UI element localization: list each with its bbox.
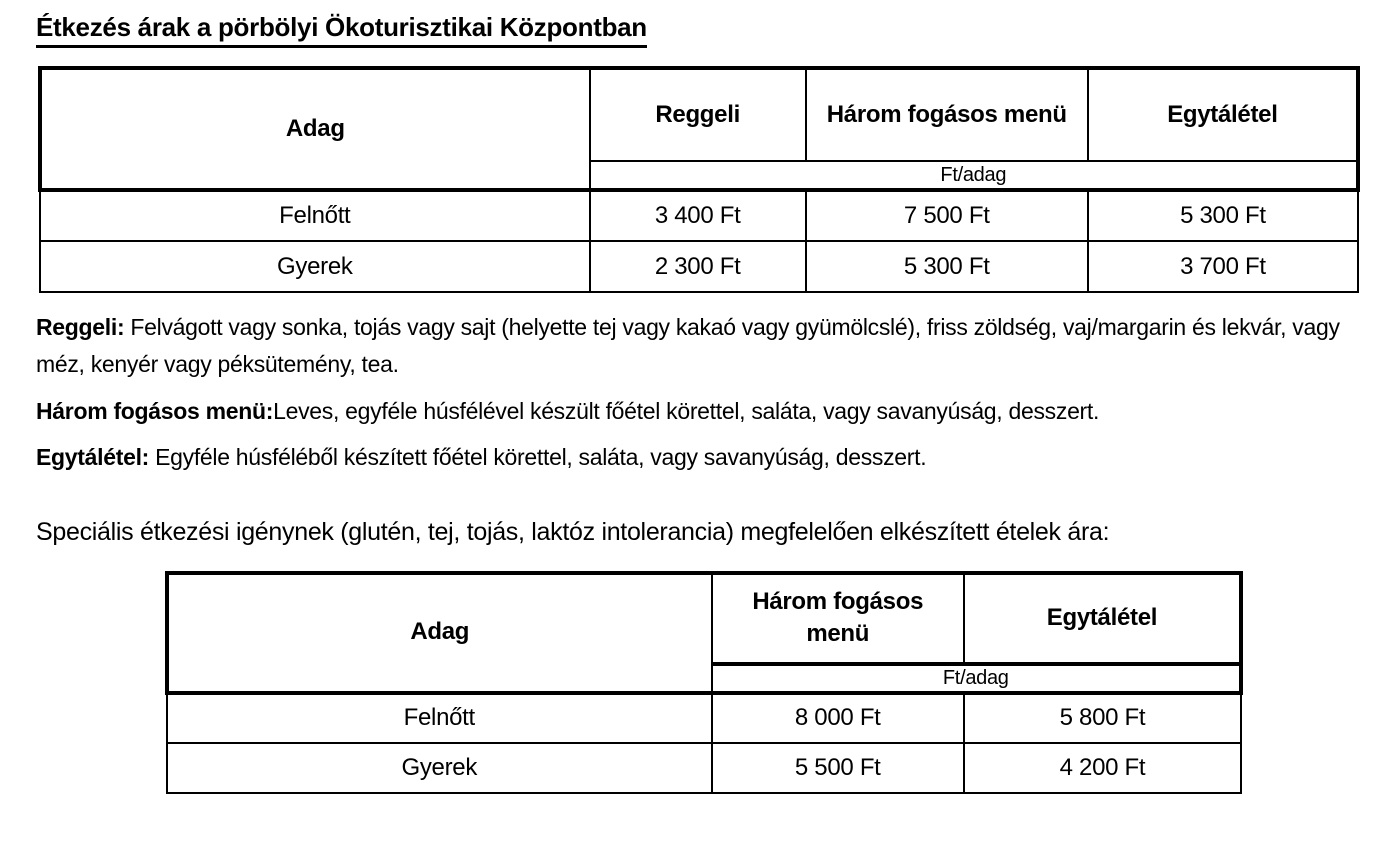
note-harom-fogasos-menu	[36, 393, 1366, 430]
meal-descriptions	[36, 309, 1366, 476]
note-label: Reggeli:	[36, 314, 125, 341]
row-label: Gyerek	[40, 241, 590, 292]
special-diet-note: Speciális étkezési igénynek (glutén, tej, tojás, laktóz intolerancia) megfelelően elkészített ételek ára:	[36, 518, 1110, 547]
column-header-egytaletel: Egytálétel	[1088, 68, 1358, 161]
price-cell: 5 500 Ft	[712, 743, 964, 793]
table-row-felnott	[167, 693, 1241, 743]
column-header-adag: Adag	[167, 573, 712, 693]
row-label: Felnőtt	[40, 190, 590, 241]
row-label: Gyerek	[167, 743, 712, 793]
column-header-adag: Adag	[40, 68, 590, 190]
note-text: Felvágott vagy sonka, tojás vagy sajt (helyette tej vagy kakaó vagy gyümölcslé), friss zöldség, vaj/margarin és lekvár, vagy méz, kenyér vagy péksütemény, tea.	[36, 314, 1340, 378]
page-title-text: Étkezés árak a pörbölyi Ökoturisztikai Központban	[36, 12, 647, 48]
price-cell: 2 300 Ft	[590, 241, 806, 292]
note-label: Három fogásos menü:	[36, 397, 274, 424]
price-cell: 5 800 Ft	[964, 693, 1241, 743]
page-title	[36, 12, 1363, 48]
price-cell: 7 500 Ft	[806, 190, 1088, 241]
price-cell: 8 000 Ft	[712, 693, 964, 743]
note-reggeli	[36, 309, 1366, 384]
column-header-reggeli: Reggeli	[590, 68, 806, 161]
table-header-row	[40, 68, 1358, 161]
row-label: Felnőtt	[167, 693, 712, 743]
price-table-special-diet	[165, 571, 1243, 794]
unit-label: Ft/adag	[712, 664, 1241, 693]
column-header-egytaletel: Egytálétel	[964, 573, 1241, 664]
table-row-gyerek	[167, 743, 1241, 793]
note-egytaletel	[36, 439, 1366, 476]
column-header-harom-fogasos-menu: Három fogásos menü	[806, 68, 1088, 161]
price-cell: 4 200 Ft	[964, 743, 1241, 793]
unit-label: Ft/adag	[590, 161, 1358, 190]
note-label: Egytálétel:	[36, 443, 150, 470]
column-header-harom-fogasos-menu: Három fogásos menü	[712, 573, 964, 664]
table-header-row	[167, 573, 1241, 664]
note-text: Egyféle húsféléből készített főétel körettel, saláta, vagy savanyúság, desszert.	[149, 443, 927, 470]
price-cell: 3 400 Ft	[590, 190, 806, 241]
price-cell: 5 300 Ft	[806, 241, 1088, 292]
note-text: Leves, egyféle húsfélével készült főétel körettel, saláta, vagy savanyúság, desszert.	[273, 397, 1100, 424]
price-cell: 3 700 Ft	[1088, 241, 1358, 292]
price-cell: 5 300 Ft	[1088, 190, 1358, 241]
table-row-gyerek	[40, 241, 1358, 292]
price-table-standard	[38, 66, 1360, 293]
table-row-felnott	[40, 190, 1358, 241]
